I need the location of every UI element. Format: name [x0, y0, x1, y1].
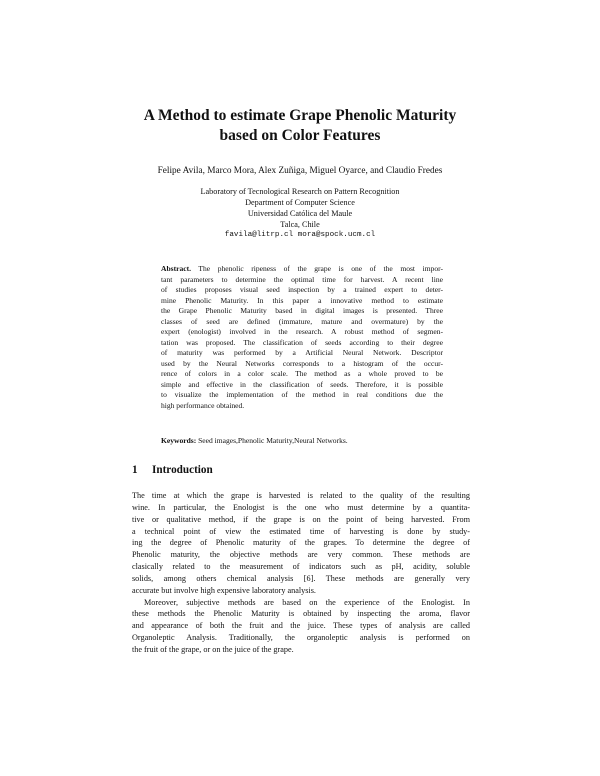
keywords-label: Keywords:	[161, 436, 197, 445]
introduction-body	[132, 490, 470, 656]
affiliation-block	[120, 186, 480, 241]
abstract-line: high performance obtained.	[161, 400, 245, 410]
abstract-line: tant parameters to determine the optimal time for harvest. A recent line	[161, 274, 443, 284]
abstract	[161, 264, 443, 411]
body-line: Phenolic maturity, the objective methods are very common. These methods are	[132, 550, 470, 560]
affiliation-university: Universidad Católica del Maule	[247, 209, 353, 218]
section-number: 1	[132, 464, 138, 476]
abstract-line: of studies proposes visual seed inspection by a trained expert to deter-	[161, 285, 443, 294]
body-line: solids, among others chemical analysis [6]. These methods are generally very	[132, 573, 470, 583]
abstract-line: Abstract. The phenolic ripeness of the grape is one of the most impor-	[161, 264, 443, 273]
affiliation-city: Talca, Chile	[280, 220, 320, 229]
body-line: and appearance of both the fruit and the juice. These types of analysis are called	[132, 621, 470, 631]
abstract-line: mine Phenolic Maturity. In this paper a innovative method to estimate	[161, 295, 443, 305]
paper-title	[90, 106, 510, 146]
abstract-line: to visualize the implementation of the method in real conditions due the	[161, 390, 443, 399]
body-line: Moreover, subjective methods are based on the experience of the Enologist. In	[144, 597, 470, 607]
author-emails: favila@litrp.cl mora@spock.ucm.cl	[224, 231, 376, 239]
body-line: The time at which the grape is harvested is related to the quality of the resulting	[132, 491, 470, 500]
section-title: Introduction	[152, 464, 213, 476]
body-line: Organoleptic Analysis. Traditionally, the organoleptic analysis is performed on	[132, 633, 470, 643]
affiliation-lab: Laboratory of Tecnological Research on Pattern Recognition	[200, 187, 400, 196]
body-line: a technical point of view the estimated time of harvesting is done by study-	[132, 526, 470, 536]
body-line: accurate but involve high expensive laboratory analysis.	[132, 585, 316, 595]
abstract-line: the Grape Phenolic Maturity based in digital images is presented. Three	[161, 306, 443, 315]
body-line: ing the degree of Phenolic maturity of the grapes. To determine the degree of	[132, 538, 470, 548]
title-line-2: based on Color Features	[219, 127, 381, 144]
body-line: the fruit of the grape, or on the juice of the grape.	[132, 644, 294, 654]
abstract-line: tation was proposed. The classification of seeds according to their degree	[161, 337, 443, 347]
abstract-line: rence of colors in a color scale. The method as a whole proved to be	[161, 369, 443, 378]
title-line-1: A Method to estimate Grape Phenolic Maturity	[143, 107, 457, 124]
body-line: clasically related to the measurement of indicators such as pH, acidity, soluble	[132, 562, 470, 572]
section-heading-introduction	[132, 463, 472, 477]
abstract-line: simple and effective in the classification of seeds. Therefore, it is possible	[161, 379, 443, 389]
body-line: wine. In particular, the Enologist is the one who must determine by a quantita-	[132, 502, 470, 512]
abstract-label: Abstract.	[161, 264, 191, 273]
body-line: these methods the Phenolic Maturity is obtained by inspecting the aroma, flavor	[132, 609, 470, 619]
abstract-line: used by the Neural Networks corresponds to a histogram of the occur-	[161, 358, 443, 368]
abstract-line: of maturity was performed by a Artificial Neural Network. Descriptor	[161, 348, 443, 357]
keywords	[161, 436, 443, 447]
keywords-text: Seed images,Phenolic Maturity,Neural Networks.	[196, 436, 348, 445]
affiliation-department: Department of Computer Science	[245, 198, 355, 207]
abstract-line: expert (enologist) involved in the research. A robust method of segmen-	[161, 327, 443, 336]
author-list: Felipe Avila, Marco Mora, Alex Zuñiga, Miguel Oyarce, and Claudio Fredes	[157, 166, 443, 176]
abstract-line: classes of seed are defined (immature, mature and overmature) by the	[161, 316, 443, 326]
body-line: tive or qualitative method, if the grape is on the point of being harvested. From	[132, 514, 470, 524]
